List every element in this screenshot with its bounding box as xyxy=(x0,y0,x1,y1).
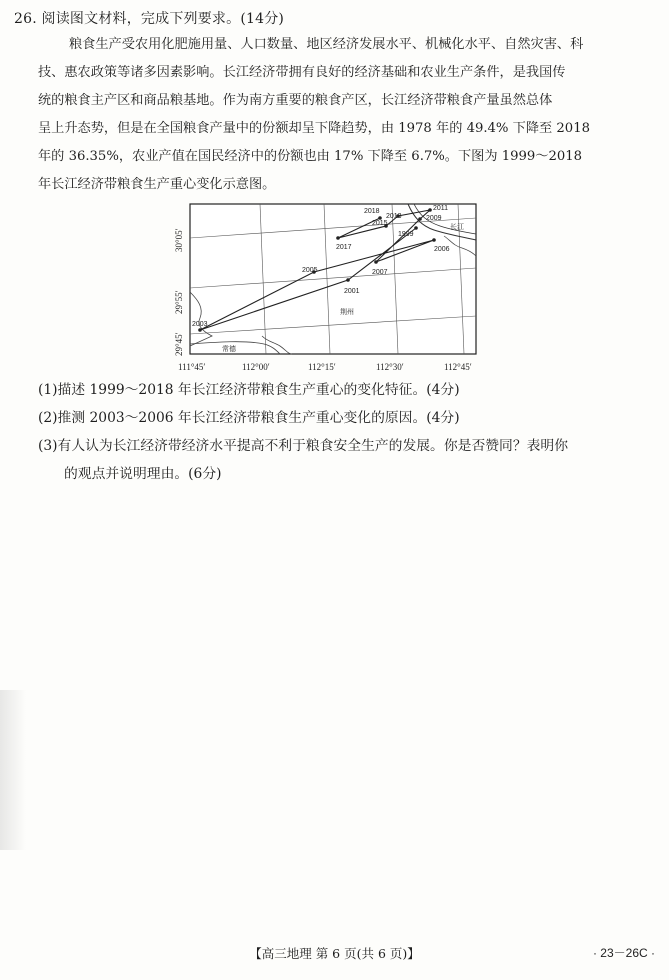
question-title: 26. 阅读图文材料，完成下列要求。(14分) xyxy=(14,11,285,27)
center-point-2007 xyxy=(374,260,378,264)
x-tick-label: 112°15′ xyxy=(308,362,336,372)
year-label-2018: 2018 xyxy=(364,208,380,215)
y-tick-label: 29°45′ xyxy=(174,332,184,356)
x-tick-label: 112°30′ xyxy=(376,362,404,372)
center-point-2018 xyxy=(378,216,382,220)
sub-question-3-cont: 的观点并说明理由。(6分) xyxy=(64,466,222,482)
center-point-2017 xyxy=(336,236,340,240)
year-label-2011: 2011 xyxy=(433,205,449,212)
sub-question-2: (2)推测 2003～2006 年长江经济带粮食生产重心变化的原因。(4分) xyxy=(38,410,460,426)
center-point-1999 xyxy=(414,226,418,230)
sub-questions xyxy=(38,376,660,488)
y-tick-label: 30°05′ xyxy=(174,228,184,252)
x-tick-label: 112°45′ xyxy=(444,362,472,372)
material-line: 统的粮食主产区和商品粮基地。作为南方重要的粮食产区，长江经济带粮食产量虽然总体 xyxy=(38,93,553,108)
map-figure xyxy=(176,196,500,374)
grain-center-map xyxy=(176,196,500,374)
material-line: 呈上升态势，但是在全国粮食产量中的份额却呈下降趋势，由 1978 年的 49.4% 下降至 2018 xyxy=(38,121,590,136)
yangtze-label: 长江 xyxy=(450,224,464,231)
material-line: 年的 36.35%，农业产值在国民经济中的份额也由 17% 下降至 6.7%。下图为 1999～2018 xyxy=(38,149,583,164)
year-label-2005: 2005 xyxy=(302,267,318,274)
year-label-2001: 2001 xyxy=(344,288,360,295)
year-label-2017: 2017 xyxy=(336,244,352,251)
center-point-2011 xyxy=(428,208,432,212)
material-line: 年长江经济带粮食生产重心变化示意图。 xyxy=(38,177,276,192)
center-point-2003 xyxy=(198,328,202,332)
scan-shadow xyxy=(0,690,26,850)
sub-question-1: (1)描述 1999～2018 年长江经济带粮食生产重心的变化特征。(4分) xyxy=(38,382,460,398)
year-label-2015: 2015 xyxy=(372,220,388,227)
x-tick-label: 111°45′ xyxy=(178,362,206,372)
year-label-2013: 2013 xyxy=(386,213,402,220)
material-line: 技、惠农政策等诸多因素影响。长江经济带拥有良好的经济基础和农业生产条件，是我国传 xyxy=(38,65,566,80)
year-label-2003: 2003 xyxy=(192,321,208,328)
y-tick-label: 29°55′ xyxy=(174,290,184,314)
jingzhou-label: 荆州 xyxy=(340,309,354,316)
x-tick-label: 112°00′ xyxy=(242,362,270,372)
sub-question-3: (3)有人认为长江经济带经济水平提高不利于粮食安全生产的发展。你是否赞同？表明你 xyxy=(38,438,569,454)
year-label-2009: 2009 xyxy=(426,215,442,222)
year-label-2006: 2006 xyxy=(434,246,450,253)
page-footer: 【高三地理 第 6 页(共 6 页)】 xyxy=(249,946,420,961)
year-label-2007: 2007 xyxy=(372,269,388,276)
center-point-2009 xyxy=(418,217,422,221)
material-line: 粮食生产受农用化肥施用量、人口数量、地区经济发展水平、机械化水平、自然灾害、科 xyxy=(69,37,584,52)
changde-label: 常德 xyxy=(222,346,236,353)
paper-code: · 23－26C · xyxy=(592,946,655,960)
material-paragraph xyxy=(38,31,650,199)
center-point-2001 xyxy=(346,278,350,282)
year-label-1999: 1999 xyxy=(398,231,414,238)
center-point-2006 xyxy=(432,238,436,242)
